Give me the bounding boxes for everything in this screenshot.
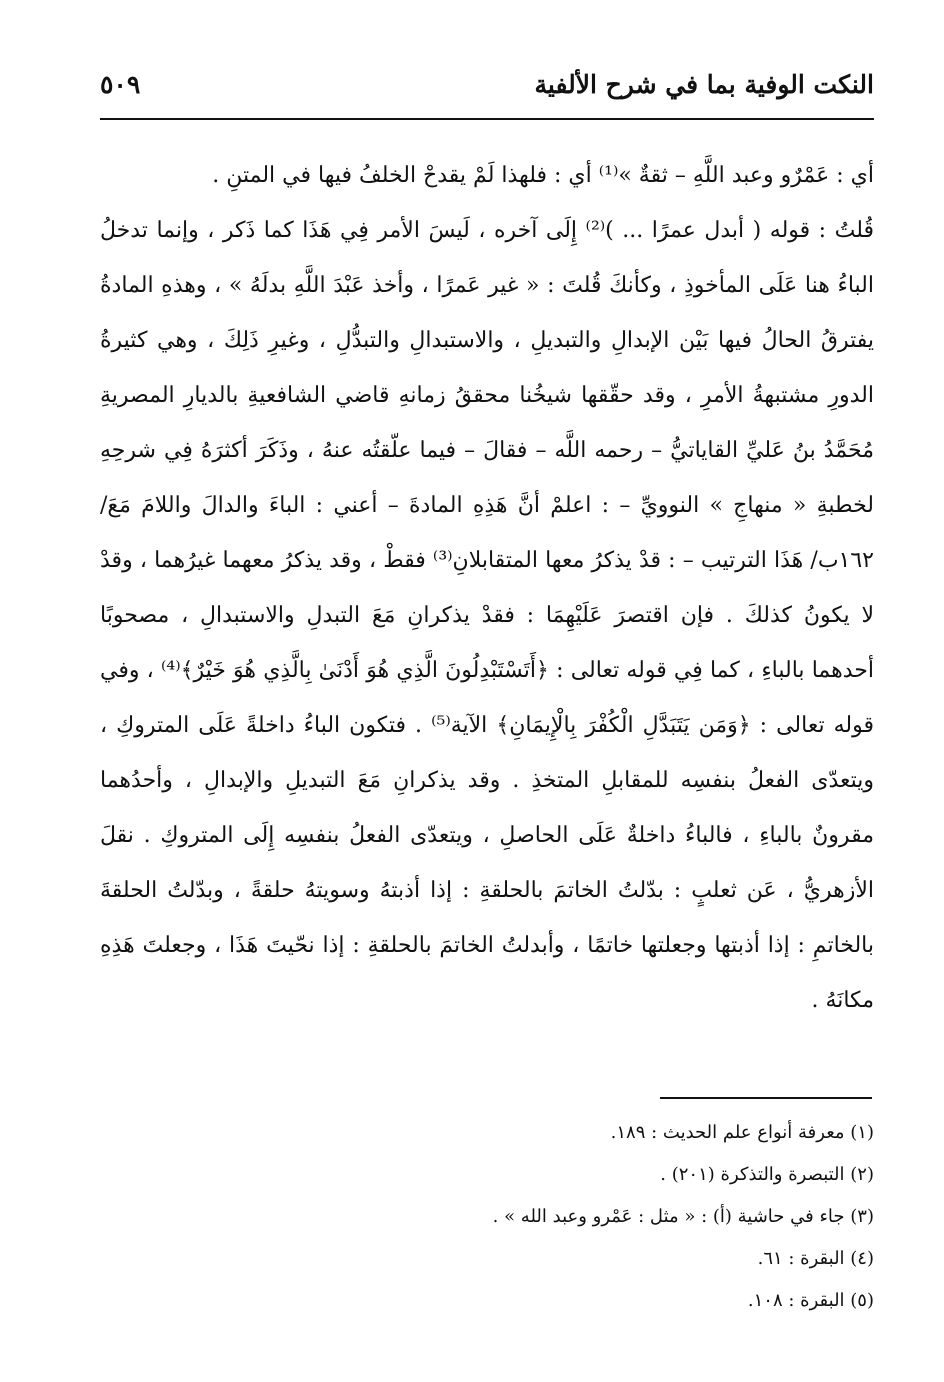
paragraph: أي : عَمْرٌو وعبد اللَّهِ – ثقةٌ »⁽¹⁾ أي : فلهذا لَمْ يقدحْ الخلفُ فيها في المتنِ . — [212, 163, 874, 188]
footnotes — [100, 1112, 874, 1322]
footnote: (٢) التبصرة والتذكرة (٢٠١) . — [660, 1164, 874, 1185]
footnote: (٣) جاء في حاشية (أ) : « مثل : عَمْرو وعبد الله » . — [492, 1206, 874, 1227]
paragraph: قُلتُ : قوله ( أبدل عمرًا ... )⁽²⁾ إِلَى آخره ، لَيسَ الأمر فِي هَذَا كما ذَكر ، وإنما تدخلُ الباءُ هنا عَلَى المأخوذِ ، وكأنكَ قُلتَ : « غير عَمرًا ، وأخذ عَبْدَ اللَّهِ بدلَهُ » ، وهذهِ المادةُ يفترقُ الحالُ فيها بَيْن الإبدالِ والتبديلِ ، والاستبدالِ والتبدُّلِ ، وغيرِ ذَلِكَ ، وهي كثيرةُ الدورِ مشتبهةُ الأمرِ ، وقد حقّقها شيخُنا محققُ زمانهِ قاضي الشافعيةِ بالديارِ المصريةِ مُحَمَّدُ بنُ عَليِّ القاياتيُّ – رحمه اللَّه – فقالَ – فيما علّقتُه عنهُ ، وذَكَرَ أكثرَهُ فِي شرحِهِ لخطبةِ « منهاجِ » النوويِّ – : اعلمْ أنَّ هَذِهِ المادةَ – أعني : الباءَ والدالَ واللامَ مَعَ/١٦٢ب/ هَذَا الترتيب – : قدْ يذكرُ معها المتقابلانِ⁽³⁾ فقطْ ، وقد يذكرُ معهما غيرُهما ، وقدْ لا يكونُ كذلكَ . فإن اقتصرَ عَلَيْهِمَا : فقدْ يذكرانِ مَعَ التبدلِ والاستبدالِ ، مصحوبًا أحدهما بالباءِ ، كما فِي قوله تعالى : ﴿أَتَسْتَبْدِلُونَ الَّذِي هُوَ أَدْنَىٰ بِالَّذِي هُوَ خَيْرٌ﴾⁽⁴⁾ ، وفي قوله تعالى : ﴿وَمَن يَتَبَدَّلِ الْكُفْرَ بِالْإِيمَانِ﴾ الآية⁽⁵⁾ . فتكون الباءُ داخلةً عَلَى المتروكِ ، ويتعدّى الفعلُ بنفسِه للمقابلِ المتخذِ . وقد يذكرانِ مَعَ التبديلِ والإبدالِ ، وأحدُهما مقرونٌ بالباءِ ، فالباءُ داخلةٌ عَلَى الحاصلِ ، ويتعدّى الفعلُ بنفسِه إِلَى المتروكِ . نقلَ الأزهريُّ ، عَن ثعلبٍ : بدّلتُ الخاتمَ بالحلقةِ : إذا أذبتهُ وسويتهُ حلقةً ، وبدّلتُ الحلقةَ بالخاتمِ : إذا أذبتها وجعلتها خاتمًا ، وأبدلتُ الخاتمَ بالحلقةِ : إذا نحّيتَ هَذَا ، وجعلتَ هَذِهِ مكانَهُ . — [100, 218, 875, 1013]
footnote: (٥) البقرة : ١٠٨. — [747, 1290, 874, 1311]
page-header — [100, 62, 874, 120]
running-title: النكت الوفية بما في شرح الألفية — [534, 70, 874, 99]
page-number: ٥٠٩ — [100, 70, 141, 99]
footnote: (٤) البقرة : ٦١. — [757, 1248, 874, 1269]
footnote: (١) معرفة أنواع علم الحديث : ١٨٩. — [610, 1122, 874, 1143]
footnote-separator — [660, 1097, 872, 1099]
main-text — [100, 148, 874, 1028]
